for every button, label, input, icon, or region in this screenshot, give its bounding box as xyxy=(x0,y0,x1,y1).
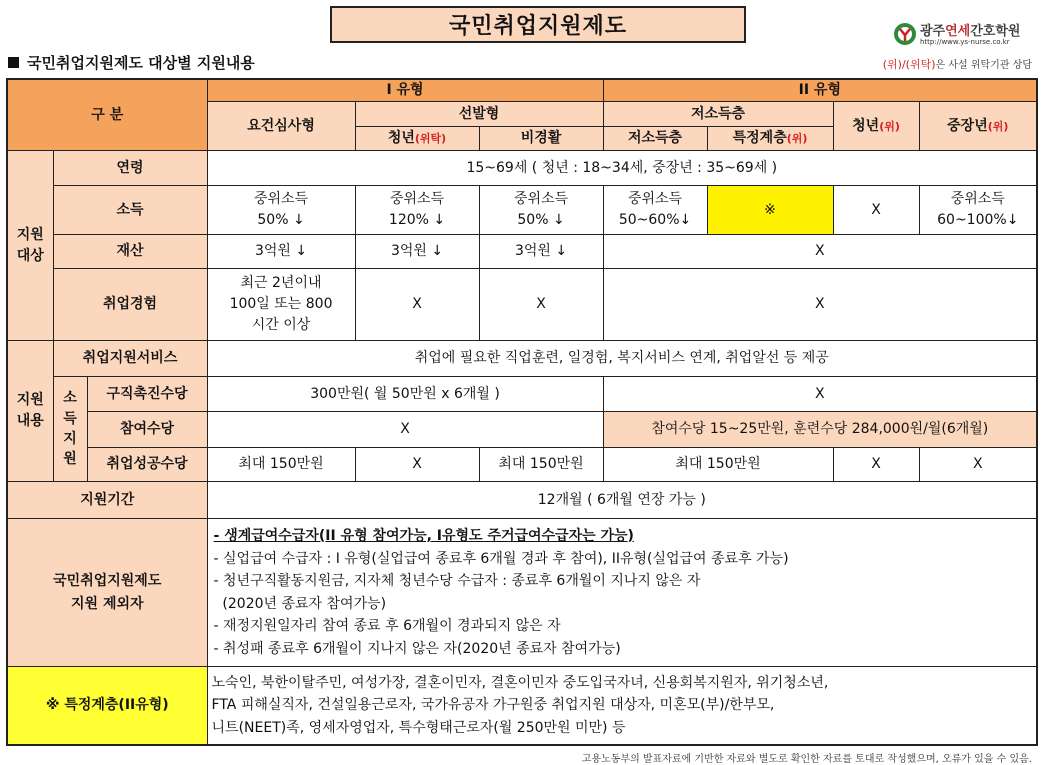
income-value-special: ※ xyxy=(707,186,833,235)
content-label: 지원 내용 xyxy=(7,341,53,482)
income-value: 중위소득 60~100%↓ xyxy=(919,186,1037,235)
section-heading: 국민취업지원제도 대상별 지원내용 xyxy=(8,52,255,73)
promotion-value: X xyxy=(603,377,1037,412)
success-label: 취업성공수당 xyxy=(87,448,207,482)
header-category: 구 분 xyxy=(7,79,207,151)
experience-value: X xyxy=(479,269,603,341)
income-value: 중위소득 120% ↓ xyxy=(355,186,479,235)
property-value: 3억원 ↓ xyxy=(479,235,603,269)
academy-url: http://www.ys-nurse.co.kr xyxy=(920,38,1010,46)
consultation-note: (위)/(위탁)은 사설 위탁기관 상담 xyxy=(882,58,1032,71)
experience-label: 취업경험 xyxy=(53,269,207,341)
exclusion-item: - 재정지원일자리 참여 종료 후 6개월이 경과되지 않은 자 xyxy=(213,618,561,634)
experience-value: 최근 2년이내 100일 또는 800 시간 이상 xyxy=(207,269,355,341)
success-value: 최대 150만원 xyxy=(603,448,833,482)
property-value: X xyxy=(603,235,1037,269)
header-middle-aged: 중장년(위) xyxy=(919,102,1037,151)
property-value: 3억원 ↓ xyxy=(355,235,479,269)
promotion-label: 구직촉진수당 xyxy=(87,377,207,412)
income-value: 중위소득 50% ↓ xyxy=(207,186,355,235)
header-youth-type2: 청년(위) xyxy=(833,102,919,151)
academy-name: 광주연세간호학원 xyxy=(920,24,1021,39)
special-group-label: ※ 특정계층(II유형) xyxy=(7,667,207,745)
property-label: 재산 xyxy=(53,235,207,269)
header-screening: 요건심사형 xyxy=(207,102,355,151)
period-value: 12개월 ( 6개월 연장 가능 ) xyxy=(207,482,1037,519)
income-value: X xyxy=(833,186,919,235)
experience-value: X xyxy=(603,269,1037,341)
income-label: 소득 xyxy=(53,186,207,235)
participation-value: 참여수당 15~25만원, 훈련수당 284,000원/월(6개월) xyxy=(603,412,1037,448)
header-type-1: I 유형 xyxy=(207,79,603,102)
source-footnote: 고용노동부의 발표자료에 기반한 자료와 별도로 확인한 자료를 토대로 작성했으며, 오류가 있을 수 있음. xyxy=(581,754,1032,765)
exclusion-item: - 생계급여수급자(II 유형 참여가능, I유형도 주거급여수급자는 가능) xyxy=(213,528,634,544)
header-selection: 선발형 xyxy=(355,102,603,127)
promotion-value: 300만원( 월 50만원 x 6개월 ) xyxy=(207,377,603,412)
header-non-economic: 비경활 xyxy=(479,127,603,151)
age-label: 연령 xyxy=(53,151,207,186)
age-value: 15~69세 ( 청년 : 18~34세, 중장년 : 35~69세 ) xyxy=(207,151,1037,186)
header-low-income: 저소득층 xyxy=(603,102,833,127)
header-type-2: II 유형 xyxy=(603,79,1037,102)
experience-value: X xyxy=(355,269,479,341)
success-value: 최대 150만원 xyxy=(207,448,355,482)
academy-logo-icon xyxy=(893,22,917,46)
square-bullet-icon xyxy=(8,57,19,68)
exclusion-item: - 실업급여 수급자 : I 유형(실업급여 종료후 6개월 경과 후 참여), II유형(실업급여 종료후 가능) xyxy=(213,550,789,567)
page-title: 국민취업지원제도 xyxy=(330,6,746,43)
special-group-line: 노숙인, 북한이탈주민, 여성가장, 결혼이민자, 결혼이민자 중도입국자녀, 신용회복지원자, 위기청소년, xyxy=(211,674,829,691)
exclusion-item: - 청년구직활동지원금, 지자체 청년수당 수급자 : 종료후 6개월이 지나지 않은 자 xyxy=(213,573,701,589)
exclusion-list xyxy=(207,519,1037,667)
success-value: X xyxy=(355,448,479,482)
service-label: 취업지원서비스 xyxy=(53,341,207,377)
header-special-group: 특정계층(위) xyxy=(707,127,833,151)
success-value: 최대 150만원 xyxy=(479,448,603,482)
period-label: 지원기간 xyxy=(7,482,207,519)
service-value: 취업에 필요한 직업훈련, 일경험, 복지서비스 연계, 취업알선 등 제공 xyxy=(207,341,1037,377)
property-value: 3억원 ↓ xyxy=(207,235,355,269)
header-low-income-sub: 저소득층 xyxy=(603,127,707,151)
target-label: 지원 대상 xyxy=(7,151,53,341)
exclusion-item: - 취성패 종료후 6개월이 지나지 않은 자(2020년 종료자 참여가능) xyxy=(213,640,621,657)
participation-value: X xyxy=(207,412,603,448)
special-group-list xyxy=(207,667,1037,745)
income-value: 중위소득 50% ↓ xyxy=(479,186,603,235)
header-youth: 청년(위탁) xyxy=(355,127,479,151)
academy-logo[interactable] xyxy=(893,18,1042,54)
special-group-line: FTA 피해실직자, 건설일용근로자, 국가유공자 가구원중 취업지원 대상자, 미혼모(부)/한부모, xyxy=(211,697,775,713)
success-value: X xyxy=(919,448,1037,482)
income-support-label: 소 득 지 원 xyxy=(53,377,87,482)
exclusion-item: (2020년 종료자 참여가능) xyxy=(213,595,387,612)
special-group-line: 니트(NEET)족, 영세자영업자, 특수형태근로자(월 250만원 미만) 등 xyxy=(211,719,626,736)
support-table xyxy=(6,78,1038,746)
exclusion-label: 국민취업지원제도 지원 제외자 xyxy=(7,519,207,667)
income-value: 중위소득 50~60%↓ xyxy=(603,186,707,235)
participation-label: 참여수당 xyxy=(87,412,207,448)
success-value: X xyxy=(833,448,919,482)
